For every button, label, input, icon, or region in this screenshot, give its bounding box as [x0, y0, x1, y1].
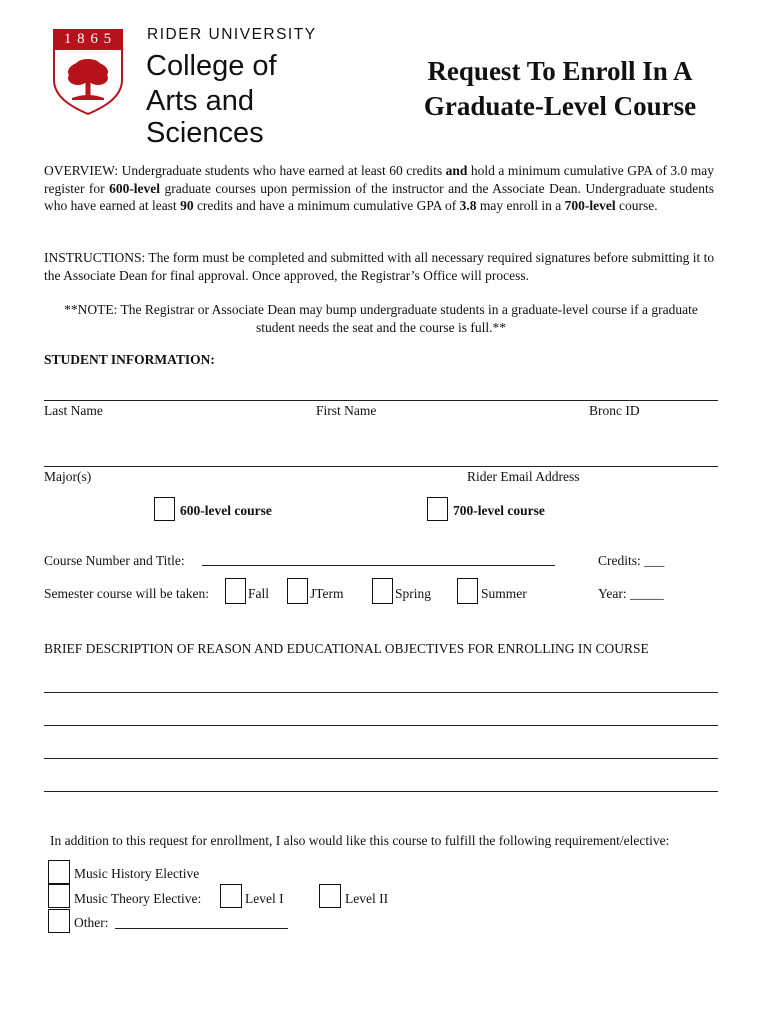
- overview-bold: 600-level: [109, 180, 161, 196]
- level-600-label: 600-level course: [180, 503, 272, 518]
- overview-text: OVERVIEW: Undergraduate students who have earned at least 60 credits: [44, 163, 446, 178]
- name-line[interactable]: [44, 400, 718, 401]
- music-theory-label: Music Theory Elective:: [74, 891, 202, 906]
- level-1-label: Level I: [245, 891, 284, 906]
- requirement-intro: In addition to this request for enrollment, I also would like this course to fulfill the following requirement/elective:: [50, 833, 670, 848]
- level-1-checkbox[interactable]: [220, 884, 242, 908]
- course-number-title-label: Course Number and Title:: [44, 553, 185, 568]
- course-number-title-field[interactable]: [202, 565, 555, 566]
- major-email-line[interactable]: [44, 466, 718, 467]
- college-name-line1: College of: [146, 50, 277, 82]
- university-name: RIDER UNIVERSITY: [147, 26, 317, 43]
- last-name-label: Last Name: [44, 403, 103, 418]
- reason-line-2[interactable]: [44, 725, 718, 726]
- instructions-paragraph: INSTRUCTIONS: The form must be completed and submitted with all necessary required signatures before submitting it to the Associate Dean for final approval. Once approved, the Registrar’s Office will process.: [44, 250, 715, 283]
- overview-text: course.: [615, 198, 658, 213]
- college-logo: [52, 26, 372, 149]
- bronc-id-label: Bronc ID: [589, 403, 640, 418]
- note-paragraph: **NOTE: The Registrar or Associate Dean may bump undergraduate students in a graduate-level course if a graduate student needs the seat and the course is full.**: [64, 302, 698, 335]
- form-title: [395, 54, 725, 124]
- reason-line-4[interactable]: [44, 791, 718, 792]
- summer-checkbox[interactable]: [457, 578, 478, 604]
- reason-line-3[interactable]: [44, 758, 718, 759]
- email-label: Rider Email Address: [467, 469, 580, 484]
- other-label: Other:: [74, 915, 109, 930]
- jterm-checkbox[interactable]: [287, 578, 308, 604]
- fall-checkbox[interactable]: [225, 578, 246, 604]
- overview-bold: 3.8: [459, 198, 477, 213]
- music-theory-checkbox[interactable]: [48, 884, 70, 908]
- level-2-checkbox[interactable]: [319, 884, 341, 908]
- level-700-checkbox[interactable]: [427, 497, 448, 521]
- music-history-checkbox[interactable]: [48, 860, 70, 884]
- first-name-label: First Name: [316, 403, 377, 418]
- college-name-line2: Arts and Sciences: [146, 85, 264, 149]
- credits-label: Credits: ___: [598, 553, 665, 568]
- spring-label: Spring: [395, 586, 432, 601]
- overview-text: hold a minimum cumulative GPA of 3.0 may register for: [44, 163, 714, 196]
- reason-line-1[interactable]: [44, 692, 718, 693]
- overview-text: graduate courses upon permission of the instructor and the Associate Dean. Undergraduate students who have earned at least: [44, 180, 714, 213]
- summer-label: Summer: [481, 586, 527, 601]
- level-2-label: Level II: [345, 891, 389, 906]
- other-checkbox[interactable]: [48, 909, 70, 933]
- form-title-line2: Graduate-Level Course: [423, 91, 697, 121]
- fall-label: Fall: [248, 586, 270, 601]
- overview-bold: 90: [180, 198, 194, 213]
- student-info-heading: STUDENT INFORMATION:: [44, 352, 215, 367]
- level-600-checkbox[interactable]: [154, 497, 175, 521]
- reason-heading: BRIEF DESCRIPTION OF REASON AND EDUCATIONAL OBJECTIVES FOR ENROLLING IN COURSE: [44, 641, 649, 656]
- jterm-label: JTerm: [310, 586, 344, 601]
- overview-paragraph: [44, 162, 714, 215]
- level-700-label: 700-level course: [453, 503, 545, 518]
- overview-bold: and: [445, 163, 468, 178]
- form-title-line1: Request To Enroll In A: [427, 56, 693, 86]
- semester-label: Semester course will be taken:: [44, 586, 209, 601]
- overview-text: credits and have a minimum cumulative GPA of: [193, 198, 460, 213]
- year-label: Year: _____: [598, 586, 664, 601]
- other-field[interactable]: [115, 928, 288, 929]
- overview-text: may enroll in a: [476, 198, 565, 213]
- majors-label: Major(s): [44, 469, 92, 484]
- spring-checkbox[interactable]: [372, 578, 393, 604]
- overview-bold: 700-level: [564, 198, 616, 213]
- crest-year: 1 8 6 5: [63, 31, 113, 47]
- music-history-label: Music History Elective: [74, 866, 200, 881]
